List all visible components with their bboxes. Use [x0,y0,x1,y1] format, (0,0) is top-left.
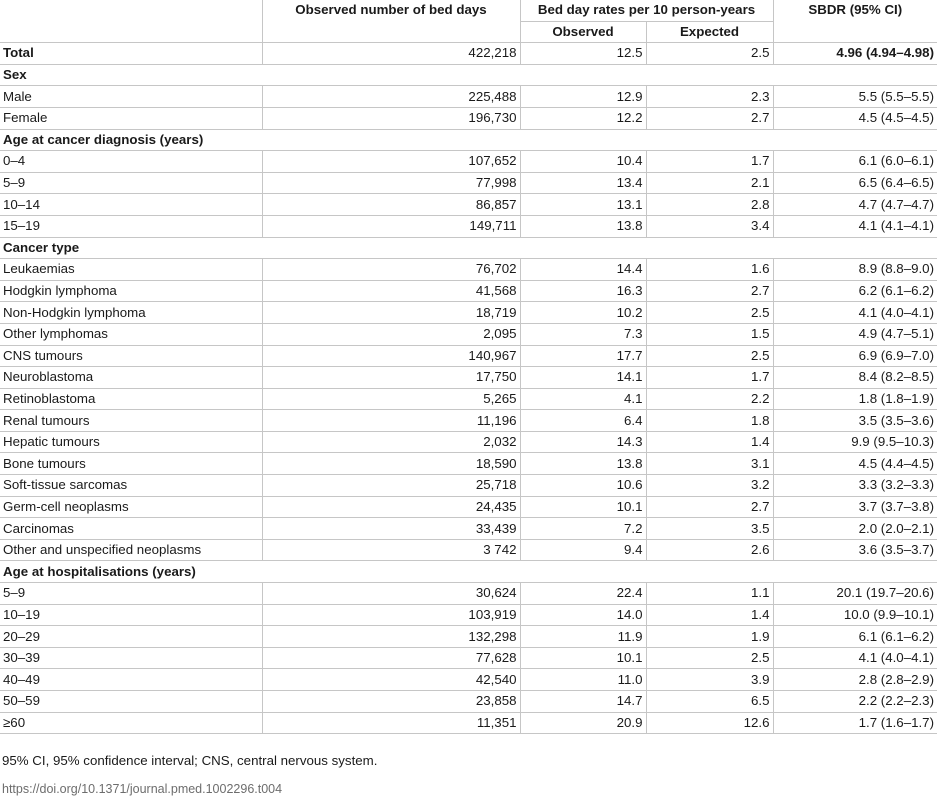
row-label: Other and unspecified neoplasms [0,539,262,561]
section-row [0,129,937,151]
bed-days-cell: 225,488 [262,86,520,108]
observed-rate-cell: 4.1 [520,388,646,410]
table-row [0,323,937,345]
expected-rate-cell: 1.1 [646,583,773,605]
sbdr-cell: 10.0 (9.9–10.1) [773,604,937,626]
observed-rate-cell: 14.4 [520,259,646,281]
row-label: 20–29 [0,626,262,648]
sbdr-cell: 6.1 (6.0–6.1) [773,151,937,173]
observed-rate-cell: 14.3 [520,431,646,453]
table-row [0,345,937,367]
table-row [0,691,937,713]
sbdr-cell: 6.5 (6.4–6.5) [773,172,937,194]
header-sbdr: SBDR (95% CI) [773,0,937,43]
table-row [0,539,937,561]
sbdr-cell: 20.1 (19.7–20.6) [773,583,937,605]
row-label: 0–4 [0,151,262,173]
table-row [0,194,937,216]
row-label: Neuroblastoma [0,367,262,389]
row-label: Hodgkin lymphoma [0,280,262,302]
table-footnote: 95% CI, 95% confidence interval; CNS, central nervous system. [2,753,378,768]
bed-days-cell: 33,439 [262,518,520,540]
header-row-1 [0,0,937,21]
sbdr-cell: 4.5 (4.4–4.5) [773,453,937,475]
bed-days-cell: 5,265 [262,388,520,410]
expected-rate-cell: 2.2 [646,388,773,410]
sbdr-cell: 9.9 (9.5–10.3) [773,431,937,453]
row-label: Total [0,43,262,65]
bed-days-cell: 149,711 [262,215,520,237]
table-row [0,518,937,540]
table-row [0,151,937,173]
bed-days-cell: 18,719 [262,302,520,324]
header-rates-group: Bed day rates per 10 person-years [520,0,773,21]
section-label: Cancer type [0,237,937,259]
row-label: 5–9 [0,172,262,194]
bed-days-cell: 77,998 [262,172,520,194]
expected-rate-cell: 2.5 [646,43,773,65]
sbdr-cell: 8.4 (8.2–8.5) [773,367,937,389]
row-label: 5–9 [0,583,262,605]
row-label: Male [0,86,262,108]
row-label: 15–19 [0,215,262,237]
expected-rate-cell: 1.5 [646,323,773,345]
bed-days-cell: 25,718 [262,475,520,497]
row-label: 10–19 [0,604,262,626]
expected-rate-cell: 1.4 [646,431,773,453]
expected-rate-cell: 2.7 [646,107,773,129]
row-label: Hepatic tumours [0,431,262,453]
sbdr-cell: 2.0 (2.0–2.1) [773,518,937,540]
row-label: Renal tumours [0,410,262,432]
row-label: 10–14 [0,194,262,216]
bed-days-cell: 42,540 [262,669,520,691]
sbdr-cell: 4.1 (4.1–4.1) [773,215,937,237]
sbdr-cell: 1.8 (1.8–1.9) [773,388,937,410]
sbdr-cell: 4.96 (4.94–4.98) [773,43,937,65]
bed-days-cell: 132,298 [262,626,520,648]
expected-rate-cell: 2.7 [646,280,773,302]
observed-rate-cell: 16.3 [520,280,646,302]
table-row [0,604,937,626]
table-row [0,280,937,302]
header-observed: Observed [520,21,646,43]
table-row [0,172,937,194]
bed-days-cell: 107,652 [262,151,520,173]
bed-days-cell: 196,730 [262,107,520,129]
expected-rate-cell: 3.9 [646,669,773,691]
table-row [0,626,937,648]
expected-rate-cell: 2.1 [646,172,773,194]
bed-days-cell: 103,919 [262,604,520,626]
sbdr-cell: 4.1 (4.0–4.1) [773,302,937,324]
expected-rate-cell: 3.2 [646,475,773,497]
expected-rate-cell: 1.7 [646,367,773,389]
sbdr-cell: 4.1 (4.0–4.1) [773,647,937,669]
observed-rate-cell: 12.5 [520,43,646,65]
sbdr-cell: 8.9 (8.8–9.0) [773,259,937,281]
sbdr-cell: 4.9 (4.7–5.1) [773,323,937,345]
sbdr-cell: 3.5 (3.5–3.6) [773,410,937,432]
sbdr-cell: 4.7 (4.7–4.7) [773,194,937,216]
bed-days-cell: 41,568 [262,280,520,302]
expected-rate-cell: 2.6 [646,539,773,561]
row-label: Female [0,107,262,129]
row-label: Bone tumours [0,453,262,475]
table-row [0,431,937,453]
table-body [0,43,937,734]
observed-rate-cell: 22.4 [520,583,646,605]
row-label: Soft-tissue sarcomas [0,475,262,497]
expected-rate-cell: 2.5 [646,345,773,367]
observed-rate-cell: 12.9 [520,86,646,108]
sbdr-cell: 6.2 (6.1–6.2) [773,280,937,302]
bed-days-cell: 18,590 [262,453,520,475]
bed-days-cell: 76,702 [262,259,520,281]
section-row [0,561,937,583]
observed-rate-cell: 11.9 [520,626,646,648]
observed-rate-cell: 6.4 [520,410,646,432]
table-row [0,367,937,389]
bed-days-cell: 24,435 [262,496,520,518]
expected-rate-cell: 12.6 [646,712,773,734]
row-label: Retinoblastoma [0,388,262,410]
header-blank [0,0,262,43]
sbdr-cell: 3.7 (3.7–3.8) [773,496,937,518]
section-label: Sex [0,64,937,86]
sbdr-cell: 6.1 (6.1–6.2) [773,626,937,648]
sbdr-cell: 3.6 (3.5–3.7) [773,539,937,561]
table-row [0,496,937,518]
bed-days-cell: 422,218 [262,43,520,65]
expected-rate-cell: 2.5 [646,302,773,324]
expected-rate-cell: 3.4 [646,215,773,237]
bed-days-cell: 2,032 [262,431,520,453]
observed-rate-cell: 13.1 [520,194,646,216]
row-label: 40–49 [0,669,262,691]
expected-rate-cell: 1.8 [646,410,773,432]
observed-rate-cell: 14.7 [520,691,646,713]
row-label: Germ-cell neoplasms [0,496,262,518]
observed-rate-cell: 20.9 [520,712,646,734]
expected-rate-cell: 2.3 [646,86,773,108]
table-row [0,583,937,605]
bed-days-cell: 86,857 [262,194,520,216]
doi-link[interactable]: https://doi.org/10.1371/journal.pmed.1002296.t004 [2,782,283,796]
table-row [0,669,937,691]
bed-days-cell: 30,624 [262,583,520,605]
bed-days-cell: 2,095 [262,323,520,345]
observed-rate-cell: 10.6 [520,475,646,497]
section-row [0,64,937,86]
observed-rate-cell: 17.7 [520,345,646,367]
table-row [0,453,937,475]
table-row [0,475,937,497]
sbdr-cell: 2.8 (2.8–2.9) [773,669,937,691]
observed-rate-cell: 9.4 [520,539,646,561]
section-label: Age at cancer diagnosis (years) [0,129,937,151]
expected-rate-cell: 1.7 [646,151,773,173]
observed-rate-cell: 10.1 [520,496,646,518]
observed-rate-cell: 11.0 [520,669,646,691]
observed-rate-cell: 14.0 [520,604,646,626]
row-label: Carcinomas [0,518,262,540]
expected-rate-cell: 3.5 [646,518,773,540]
bed-days-cell: 3 742 [262,539,520,561]
expected-rate-cell: 2.5 [646,647,773,669]
sbdr-cell: 4.5 (4.5–4.5) [773,107,937,129]
section-row [0,237,937,259]
table-row [0,215,937,237]
table-row [0,410,937,432]
table-row [0,302,937,324]
table-row [0,86,937,108]
expected-rate-cell: 1.4 [646,604,773,626]
row-label: Non-Hodgkin lymphoma [0,302,262,324]
observed-rate-cell: 12.2 [520,107,646,129]
bed-days-cell: 17,750 [262,367,520,389]
row-label: Other lymphomas [0,323,262,345]
expected-rate-cell: 2.8 [646,194,773,216]
sbdr-cell: 5.5 (5.5–5.5) [773,86,937,108]
expected-rate-cell: 1.9 [646,626,773,648]
bed-days-cell: 11,196 [262,410,520,432]
sbdr-cell: 1.7 (1.6–1.7) [773,712,937,734]
sbdr-cell: 6.9 (6.9–7.0) [773,345,937,367]
bed-days-cell: 11,351 [262,712,520,734]
observed-rate-cell: 7.3 [520,323,646,345]
table-row [0,43,937,65]
expected-rate-cell: 6.5 [646,691,773,713]
row-label: Leukaemias [0,259,262,281]
sbdr-cell: 3.3 (3.2–3.3) [773,475,937,497]
row-label: 50–59 [0,691,262,713]
row-label: ≥60 [0,712,262,734]
expected-rate-cell: 3.1 [646,453,773,475]
table-row [0,107,937,129]
bed-days-cell: 140,967 [262,345,520,367]
observed-rate-cell: 10.1 [520,647,646,669]
observed-rate-cell: 14.1 [520,367,646,389]
observed-rate-cell: 13.8 [520,453,646,475]
observed-rate-cell: 10.4 [520,151,646,173]
sbdr-cell: 2.2 (2.2–2.3) [773,691,937,713]
table-row [0,388,937,410]
observed-rate-cell: 13.8 [520,215,646,237]
section-label: Age at hospitalisations (years) [0,561,937,583]
table-row [0,647,937,669]
table-row [0,712,937,734]
header-observed-bed-days: Observed number of bed days [262,0,520,43]
expected-rate-cell: 2.7 [646,496,773,518]
row-label: CNS tumours [0,345,262,367]
bed-days-cell: 77,628 [262,647,520,669]
table-row [0,259,937,281]
observed-rate-cell: 13.4 [520,172,646,194]
bed-days-cell: 23,858 [262,691,520,713]
expected-rate-cell: 1.6 [646,259,773,281]
header-expected: Expected [646,21,773,43]
observed-rate-cell: 7.2 [520,518,646,540]
observed-rate-cell: 10.2 [520,302,646,324]
row-label: 30–39 [0,647,262,669]
